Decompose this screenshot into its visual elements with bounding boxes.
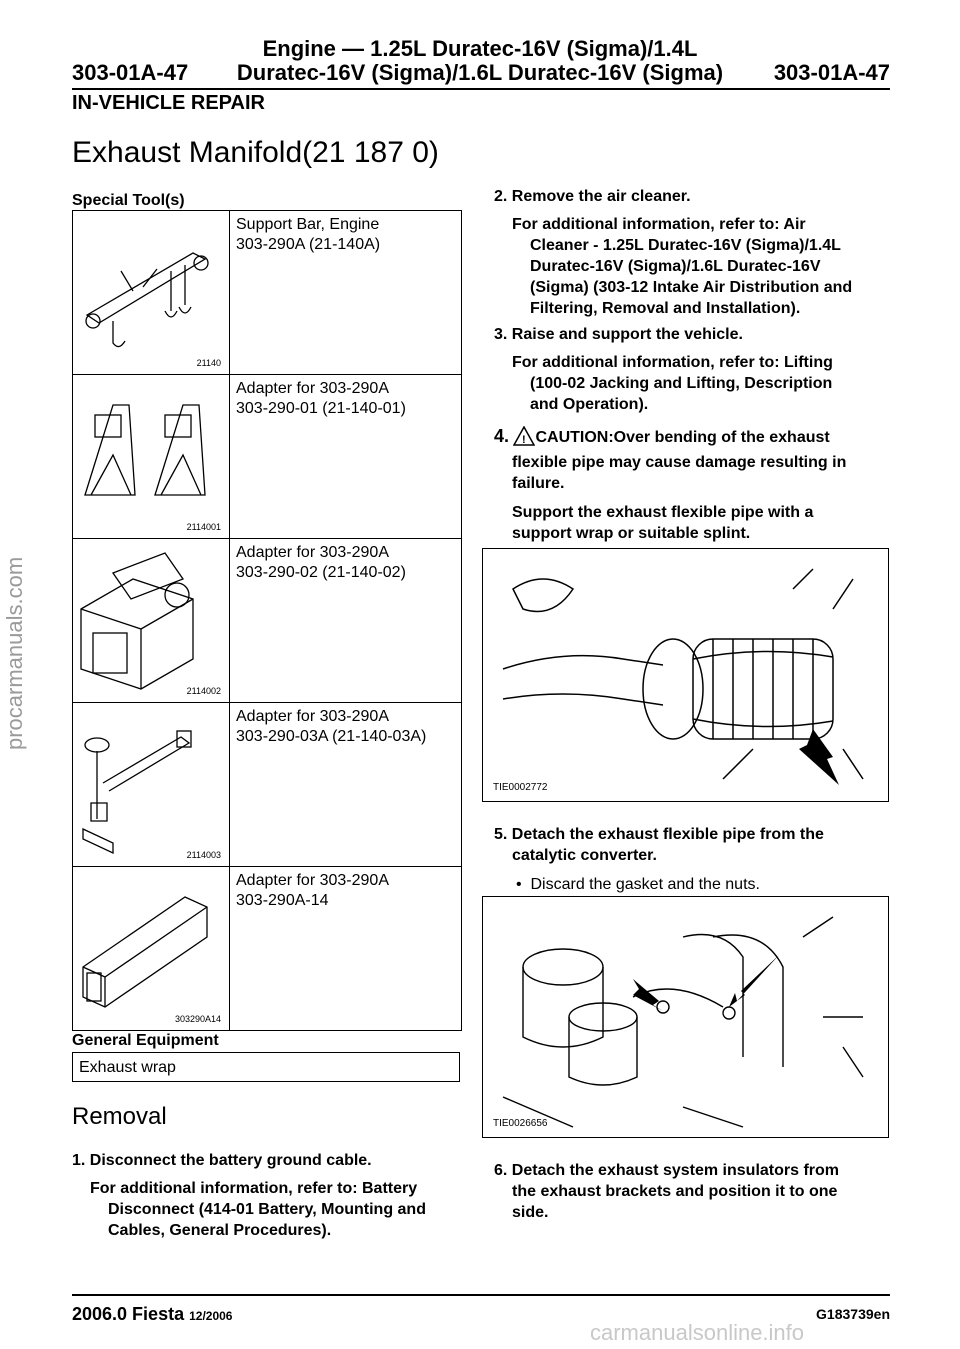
step-2-reference — [512, 214, 912, 319]
step-6-text-cont — [512, 1181, 912, 1223]
tool-description — [230, 867, 462, 1031]
general-equipment-item: Exhaust wrap — [72, 1052, 460, 1082]
procedure-title: Exhaust Manifold(21 187 0) — [72, 136, 439, 169]
engine-support-bar-icon — [73, 211, 229, 369]
svg-text:!: ! — [522, 434, 527, 446]
step-3 — [494, 324, 894, 345]
tool-name: Adapter for 303-290A — [236, 708, 389, 725]
flexible-pipe-illustration — [483, 549, 888, 801]
bottom-watermark: carmanualsonline.info — [590, 1320, 805, 1345]
tool-name: Adapter for 303-290A — [236, 872, 389, 889]
step-number: 3. — [494, 326, 508, 343]
step-5-text-cont: catalytic converter. — [512, 847, 657, 864]
page-code-right: 303-01A-47 — [773, 60, 890, 85]
footer-doc-id: G183739en — [816, 1306, 890, 1322]
step-text-line: the exhaust brackets and position it to one — [512, 1183, 838, 1200]
tool-number: 303-290A (21-140A) — [236, 236, 381, 253]
tool-code: 303290A14 — [174, 1014, 221, 1024]
adapter-bracket-icon — [73, 375, 229, 533]
tool-image-cell — [73, 211, 230, 375]
tool-image-cell — [73, 867, 230, 1031]
step-text: Detach the exhaust flexible pipe from the — [511, 826, 824, 843]
header-rule — [72, 88, 890, 90]
tool-row — [73, 375, 462, 539]
footer-rule — [72, 1294, 890, 1296]
step-4-caution-cont — [512, 452, 912, 494]
tool-image-cell — [73, 539, 230, 703]
tool-image-cell — [73, 375, 230, 539]
reference-line: Duratec-16V (Sigma)/1.6L Duratec-16V — [530, 258, 821, 275]
bullet-text: Discard the gasket and the nuts. — [530, 876, 760, 893]
reference-line: and Operation). — [530, 396, 649, 413]
tool-number: 303-290-03A (21-140-03A) — [236, 728, 427, 745]
tool-row — [73, 211, 462, 375]
reference-line: (100-02 Jacking and Lifting, Description — [530, 375, 833, 392]
tool-description — [230, 703, 462, 867]
reference-line: For additional information, refer to: Air — [512, 216, 806, 233]
tool-name: Support Bar, Engine — [236, 216, 380, 233]
footer-model-name: 2006.0 Fiesta — [72, 1304, 185, 1324]
reference-line: For additional information, refer to: Battery — [90, 1180, 418, 1197]
reference-line: For additional information, refer to: Lifting — [512, 354, 833, 371]
header-title-line1: Engine — 1.25L Duratec-16V (Sigma)/1.4L — [262, 36, 698, 61]
reference-line: Cables, General Procedures). — [108, 1222, 332, 1239]
reference-line: Disconnect (414-01 Battery, Mounting and — [108, 1201, 426, 1218]
step-4 — [494, 426, 894, 452]
tool-code: 21140 — [196, 358, 221, 368]
tool-description — [230, 375, 462, 539]
step-number: 5. — [494, 826, 508, 843]
adapter-hook-icon — [73, 703, 229, 861]
step-5-bullet — [516, 874, 916, 895]
tool-number: 303-290A-14 — [236, 892, 329, 909]
step-text: Detach the exhaust system insulators from — [511, 1162, 840, 1179]
step-1-reference — [90, 1178, 480, 1241]
tool-name: Adapter for 303-290A — [236, 544, 389, 561]
reference-line: Cleaner - 1.25L Duratec-16V (Sigma)/1.4L — [530, 237, 841, 254]
step-number: 4. — [494, 426, 510, 446]
tool-code: 2114003 — [186, 850, 221, 860]
tool-row — [73, 539, 462, 703]
step-4-text — [512, 502, 912, 544]
caution-line: failure. — [512, 475, 565, 492]
step-6 — [494, 1160, 894, 1181]
special-tools-table — [72, 210, 462, 1031]
step-text-line: support wrap or suitable splint. — [512, 525, 751, 542]
tool-name: Adapter for 303-290A — [236, 380, 389, 397]
adapter-block-icon — [73, 539, 229, 697]
step-text: Raise and support the vehicle. — [511, 326, 743, 343]
tool-description — [230, 211, 462, 375]
tool-row — [73, 867, 462, 1031]
tool-code: 2114002 — [186, 686, 221, 696]
step-text-line: side. — [512, 1204, 549, 1221]
figure-flexible-pipe-wrap — [482, 548, 889, 802]
footer-date: 12/2006 — [189, 1309, 233, 1323]
side-watermark: procarmanuals.com — [2, 556, 27, 750]
reference-line: (Sigma) (303-12 Intake Air Distribution and — [530, 279, 853, 296]
step-number: 2. — [494, 188, 508, 205]
figure-catalytic-converter-nuts — [482, 896, 889, 1138]
bullet-icon: • — [516, 876, 531, 893]
page-code-left: 303-01A-47 — [72, 60, 189, 85]
caution-line: flexible pipe may cause damage resulting in — [512, 454, 847, 471]
step-5 — [494, 824, 894, 845]
tool-code: 2114001 — [186, 522, 221, 532]
reference-line: Filtering, Removal and Installation). — [530, 300, 801, 317]
tool-description — [230, 539, 462, 703]
step-number: 6. — [494, 1162, 508, 1179]
figure-code: TIE0002772 — [493, 782, 548, 793]
tool-image-cell — [73, 703, 230, 867]
removal-heading: Removal — [72, 1103, 167, 1130]
step-1 — [72, 1150, 472, 1171]
catalytic-converter-illustration — [483, 897, 888, 1137]
square-tube-icon — [73, 867, 229, 1025]
tool-number: 303-290-01 (21-140-01) — [236, 400, 406, 417]
tool-row — [73, 703, 462, 867]
step-text-line: Support the exhaust flexible pipe with a — [512, 504, 814, 521]
step-text: Disconnect the battery ground cable. — [89, 1152, 372, 1169]
special-tools-heading: Special Tool(s) — [72, 192, 185, 209]
step-number: 1. — [72, 1152, 86, 1169]
header-title-line2: Duratec-16V (Sigma)/1.6L Duratec-16V (Sigma) — [236, 60, 724, 85]
general-equipment-heading: General Equipment — [72, 1032, 219, 1049]
section-heading: IN-VEHICLE REPAIR — [72, 92, 265, 114]
caution-icon — [513, 426, 535, 452]
step-3-reference — [512, 352, 912, 415]
footer-model — [72, 1304, 232, 1325]
step-text: Remove the air cleaner. — [511, 188, 691, 205]
figure-code: TIE0026656 — [493, 1118, 548, 1129]
caution-text: CAUTION:Over bending of the exhaust — [535, 429, 830, 446]
tool-number: 303-290-02 (21-140-02) — [236, 564, 406, 581]
step-2 — [494, 186, 894, 207]
